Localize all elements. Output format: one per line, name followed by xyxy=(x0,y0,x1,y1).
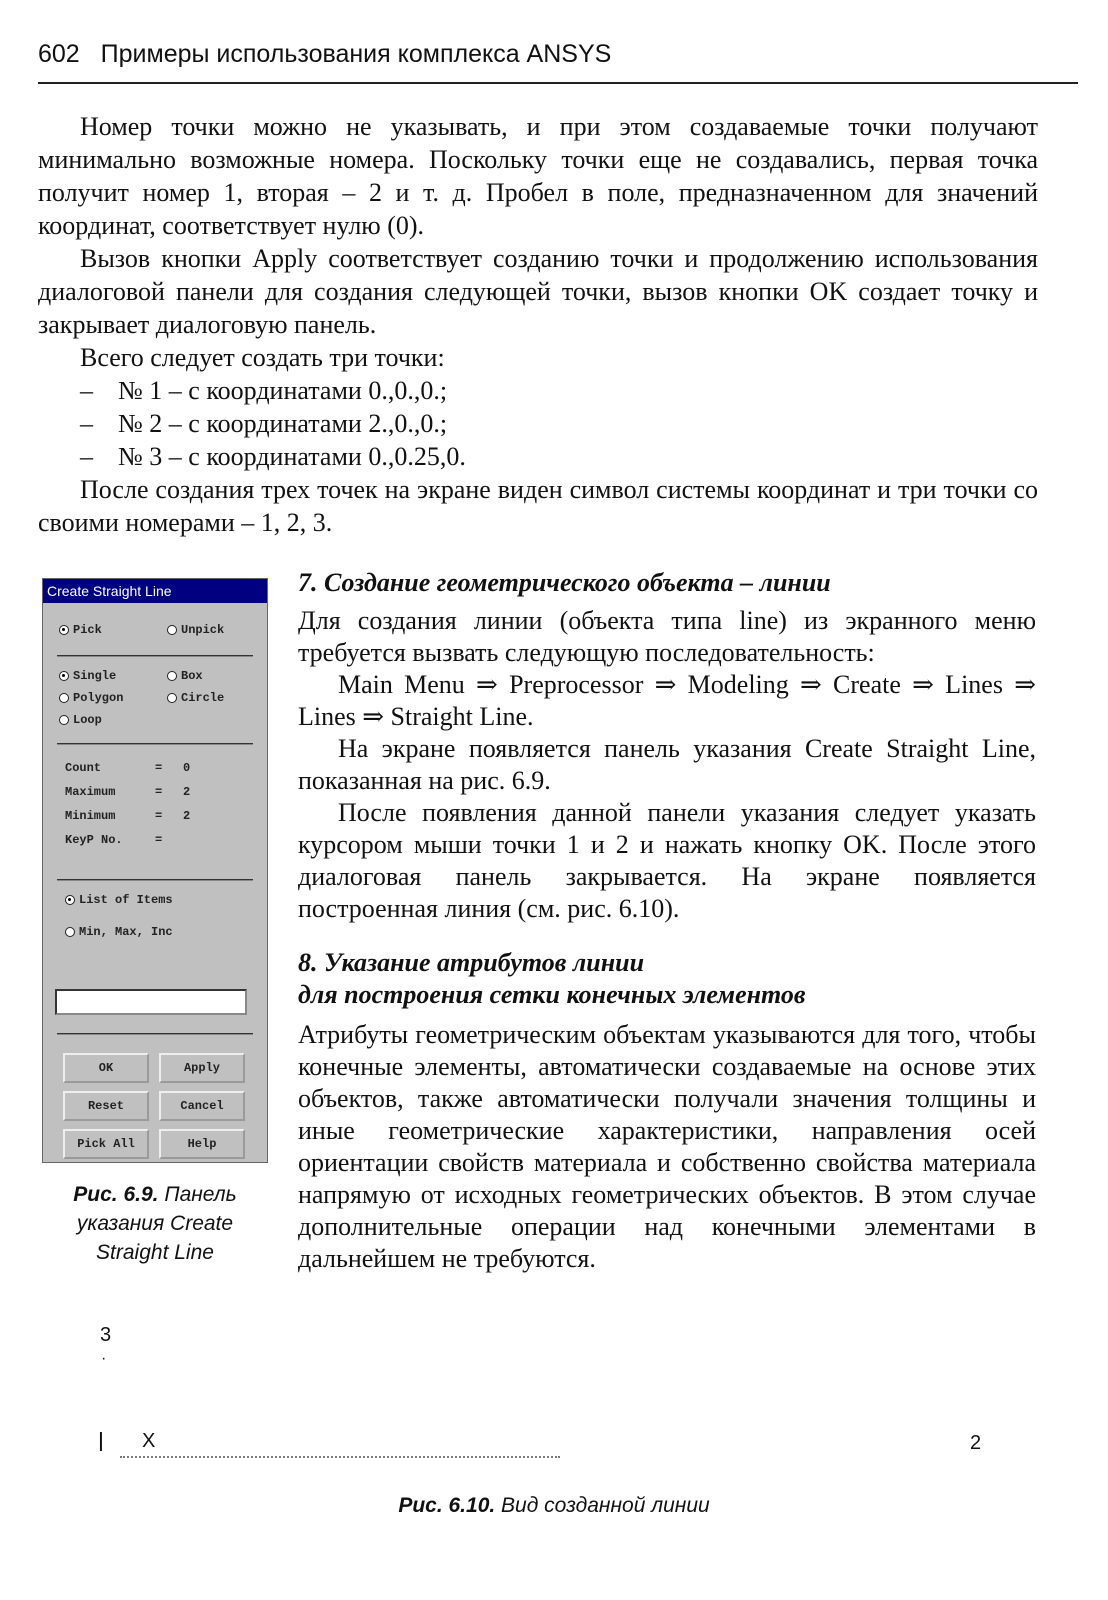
list-of-items-radio[interactable]: List of Items xyxy=(65,893,173,907)
page-header xyxy=(38,40,1078,69)
paragraph: Всего следует создать три точки: xyxy=(80,343,445,372)
box-radio[interactable]: Box xyxy=(167,669,203,683)
section-8-heading: 8. Указание атрибутов линии для построения сетки конечных элементов xyxy=(298,948,806,1009)
running-title: Примеры использования комплекса ANSYS xyxy=(100,40,612,68)
list-item: – № 2 – с координатами 2.,0.,0.; xyxy=(80,409,448,438)
circle-radio[interactable]: Circle xyxy=(167,691,224,705)
radio-selected-icon xyxy=(65,895,75,905)
paragraph: Вызов кнопки Apply соответствует созданию точки и продолжению использования диалоговой панели для создания следующей точки, вызов кнопки OK создает точку и закрывает диалоговую панель. xyxy=(38,244,1038,339)
figure-6-9-caption: Рис. 6.9. Панель указания Create Straight Line xyxy=(73,1183,237,1264)
radio-selected-icon xyxy=(59,671,69,681)
paragraph: После создания трех точек на экране виден символ системы координат и три точки со своими номерами – 1, 2, 3. xyxy=(38,475,1038,537)
page-number: 602 xyxy=(38,40,80,68)
reset-button[interactable]: Reset xyxy=(63,1091,149,1121)
section-7-heading: 7. Создание геометрического объекта – линии xyxy=(298,568,831,597)
point-3-marker: · xyxy=(101,1350,107,1367)
intro-text xyxy=(38,110,1038,539)
maximum-row: Maximum = 2 xyxy=(65,785,191,799)
radio-icon xyxy=(167,625,177,635)
radio-icon xyxy=(167,671,177,681)
single-radio[interactable]: Single xyxy=(59,669,116,683)
right-column xyxy=(298,567,1036,1275)
divider xyxy=(57,1033,253,1035)
min-max-inc-radio[interactable]: Min, Max, Inc xyxy=(65,925,173,939)
paragraph: Номер точки можно не указывать, и при этом создаваемые точки получают минимально возможные номера. Поскольку точки еще не создавались, первая точка получит номер 1, вторая – 2 и т. д. Пробел в поле, предназначенном для значений координат, соответствует нулю (0). xyxy=(38,112,1038,240)
divider xyxy=(57,655,253,657)
point-3-label: 3 xyxy=(100,1324,112,1346)
ok-button[interactable]: OK xyxy=(63,1053,149,1083)
dialog-title: Create Straight Line xyxy=(43,579,267,603)
paragraph: Для создания линии (объекта типа line) из экранного меню требуется вызвать следующую последовательность: xyxy=(298,606,1036,667)
cancel-button[interactable]: Cancel xyxy=(159,1091,245,1121)
polygon-radio[interactable]: Polygon xyxy=(59,691,123,705)
count-row: Count = 0 xyxy=(65,761,191,775)
keyp-row: KeyP No. = xyxy=(65,833,163,847)
divider xyxy=(57,743,253,745)
unpick-radio[interactable]: Unpick xyxy=(167,623,224,637)
line-between-points xyxy=(120,1456,560,1458)
paragraph: На экране появляется панель указания Create Straight Line, показанная на рис. 6.9. xyxy=(298,734,1036,795)
radio-icon xyxy=(59,715,69,725)
radio-selected-icon xyxy=(59,625,69,635)
minimum-row: Minimum = 2 xyxy=(65,809,191,823)
help-button[interactable]: Help xyxy=(159,1129,245,1159)
radio-icon xyxy=(167,693,177,703)
pick-radio[interactable]: Pick xyxy=(59,623,102,637)
menu-path: Main Menu ⇒ Preprocessor ⇒ Modeling ⇒ Create ⇒ Lines ⇒ Lines ⇒ Straight Line. xyxy=(298,670,1036,731)
divider xyxy=(57,879,253,881)
point-2-label: 2 xyxy=(970,1432,982,1454)
paragraph: Атрибуты геометрическим объектам указываются для того, чтобы конечные элементы, автоматически создаваемые на основе этих объектов, также автоматически получали значения толщины и иные геометрические характеристики, направления осей ориентации свойств материала и собственно свойства материала напрямую от исходных геометрических объектов. В этом случае дополнительные операции над конечными элементами в дальнейшем не требуются. xyxy=(298,1020,1036,1273)
header-rule xyxy=(38,82,1078,84)
point-list xyxy=(38,374,1038,473)
pick-all-button[interactable]: Pick All xyxy=(63,1129,149,1159)
radio-icon xyxy=(59,693,69,703)
list-item: – № 1 – с координатами 0.,0.,0.; xyxy=(80,376,448,405)
item-input[interactable] xyxy=(55,989,247,1015)
figure-6-10-caption: Рис. 6.10. Вид созданной линии xyxy=(398,1494,710,1517)
apply-button[interactable]: Apply xyxy=(159,1053,245,1083)
loop-radio[interactable]: Loop xyxy=(59,713,102,727)
radio-icon xyxy=(65,927,75,937)
paragraph: После появления данной панели указания следует указать курсором мыши точки 1 и 2 и нажать кнопку OK. После этого диалоговая панель закрывается. На экране появляется построенная линия (см. рис. 6.10). xyxy=(298,798,1036,923)
create-straight-line-dialog xyxy=(42,578,268,1163)
list-item: – № 3 – с координатами 0.,0.25,0. xyxy=(80,442,466,471)
axis-x-label: X xyxy=(142,1430,156,1452)
triad-icon: ꟾ xyxy=(98,1434,104,1456)
